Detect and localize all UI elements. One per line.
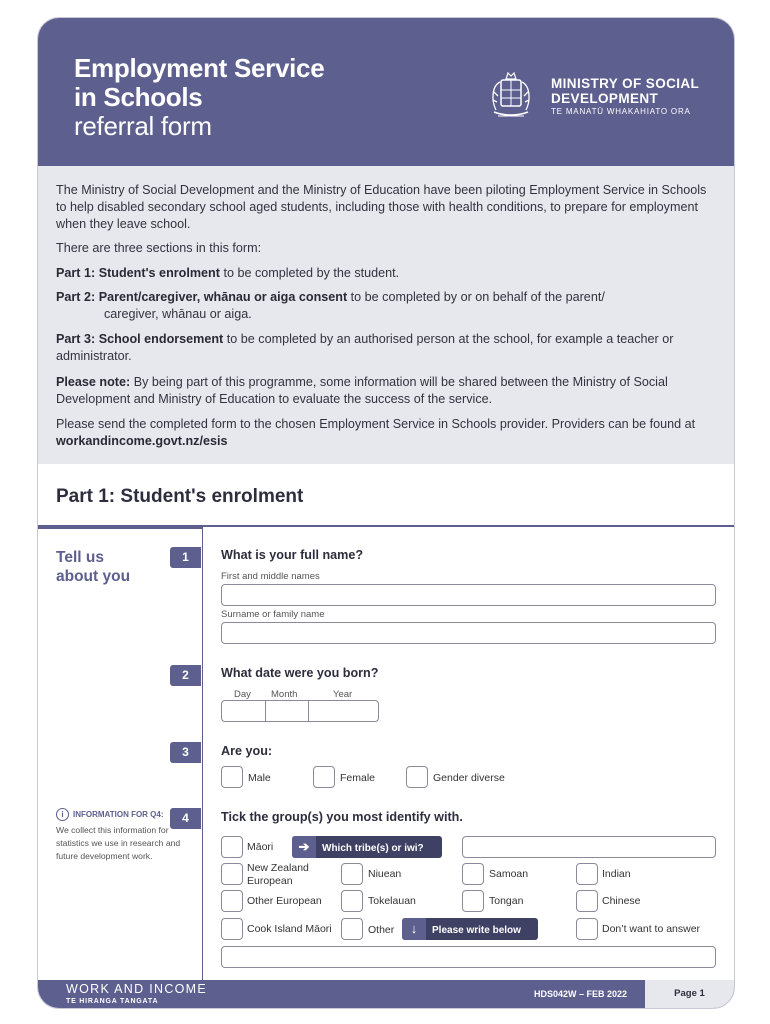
tongan-checkbox[interactable] [462,890,484,912]
dont-want-to-answer-label: Don’t want to answer [602,923,701,935]
maori-checkbox[interactable] [221,836,243,858]
surname-field[interactable] [221,622,716,644]
footer-bar [38,980,734,1008]
part1-description: Part 1: Student's enrolment to be completed by the student. [56,266,400,280]
indian-checkbox[interactable] [576,863,598,885]
chinese-checkbox[interactable] [576,890,598,912]
question-number-2: 2 [170,665,201,686]
question-number-3: 3 [170,742,201,763]
samoan-checkbox[interactable] [462,863,484,885]
ministry-maori-name: TE MANATŪ WHAKAHIATO ORA [551,107,691,116]
sections-intro: There are three sections in this form: [56,241,262,255]
day-label: Day [234,689,251,700]
part2-description: Part 2: Parent/caregiver, whānau or aiga consent to be completed by or on behalf of the parent/ caregiver, whānau or aiga. [56,290,605,321]
question-number-4: 4 [170,808,201,829]
month-label: Month [271,689,298,700]
chinese-label: Chinese [602,895,641,907]
other-ethnicity-field[interactable] [221,946,716,968]
first-names-label: First and middle names [221,571,320,582]
intro-paragraph: The Ministry of Social Development and the Ministry of Education have been piloting Employment Service in Schools to help disabled secondary school aged students, including those with health conditions, to prepare for employment when they leave school. [56,183,707,231]
samoan-label: Samoan [489,868,529,880]
work-and-income-maori: TE HIRANGA TANGATA [66,998,159,1005]
header-banner [38,18,734,166]
q4-information-note [56,808,186,863]
part1-heading: Part 1: Student's enrolment [56,486,304,507]
year-label: Year [333,689,353,700]
section-title: Tell us about you [56,549,131,585]
tokelauan-checkbox[interactable] [341,890,363,912]
page-number: Page 1 [645,980,734,1008]
birth-month-field[interactable] [265,700,309,722]
title-line-1: Employment Service [74,53,325,83]
first-names-field[interactable] [221,584,716,606]
work-and-income-logo: WORK AND INCOME [66,982,208,996]
question-1-text: What is your full name? [221,548,364,562]
tokelauan-label: Tokelauan [368,895,416,907]
tribe-iwi-field[interactable] [462,836,716,858]
column-divider [202,525,203,980]
male-checkbox[interactable] [221,766,243,788]
cook-island-maori-label: Cook Island Māori [247,923,332,935]
female-checkbox[interactable] [313,766,335,788]
other-european-checkbox[interactable] [221,890,243,912]
question-3-text: Are you: [221,744,273,758]
please-note: Please note: By being part of this programme, some information will be shared between the Ministry of Social Development and Ministry of Education to evaluate the success of the service. [56,375,668,406]
form-subtitle: referral form [74,111,212,141]
left-column-rule [38,525,202,529]
esis-link[interactable]: workandincome.govt.nz/esis [56,434,228,448]
gender-diverse-label: Gender diverse [433,772,505,784]
question-number-1: 1 [170,547,201,568]
info-text: We collect this information for statistics we use in research and future development work. [56,825,181,862]
nz-european-label: New Zealand European [247,862,309,887]
part3-description: Part 3: School endorsement to be completed by an authorised person at the school, for example a teacher or administrator. [56,332,674,363]
arrow-down-icon: ↓ [402,918,426,940]
question-2-text: What date were you born? [221,666,379,680]
send-instructions: Please send the completed form to the chosen Employment Service in Schools provider. Providers can be found at workandincome.govt.nz/esis [56,417,696,448]
form-code: HDS042W – FEB 2022 [534,989,628,999]
birth-year-field[interactable] [308,700,379,722]
info-heading: INFORMATION FOR Q4: [73,810,164,819]
gender-diverse-checkbox[interactable] [406,766,428,788]
niuean-label: Niuean [368,868,402,880]
tongan-label: Tongan [489,895,524,907]
cook-island-maori-checkbox[interactable] [221,918,243,940]
tribe-prompt-tag: ➔ Which tribe(s) or iwi? [292,836,442,858]
female-label: Female [340,772,376,784]
form-page [37,17,735,1009]
form-title [74,54,324,112]
nz-european-checkbox[interactable] [221,863,243,885]
birth-day-field[interactable] [221,700,266,722]
write-below-tag: ↓ Please write below [402,918,538,940]
dont-want-to-answer-checkbox[interactable] [576,918,598,940]
male-label: Male [248,772,271,784]
indian-label: Indian [602,868,631,880]
ministry-name: MINISTRY OF SOCIAL DEVELOPMENT [551,76,700,106]
maori-label: Māori [247,841,274,853]
niuean-checkbox[interactable] [341,863,363,885]
title-line-2: in Schools [74,82,203,112]
other-label: Other [368,924,395,936]
question-4-text: Tick the group(s) you most identify with. [221,810,463,824]
arrow-right-icon: ➔ [292,836,316,858]
info-icon: i [56,808,69,821]
surname-label: Surname or family name [221,609,325,620]
other-european-label: Other European [247,895,322,907]
coat-of-arms-icon [484,68,538,122]
intro-panel [38,166,734,464]
other-checkbox[interactable] [341,918,363,940]
